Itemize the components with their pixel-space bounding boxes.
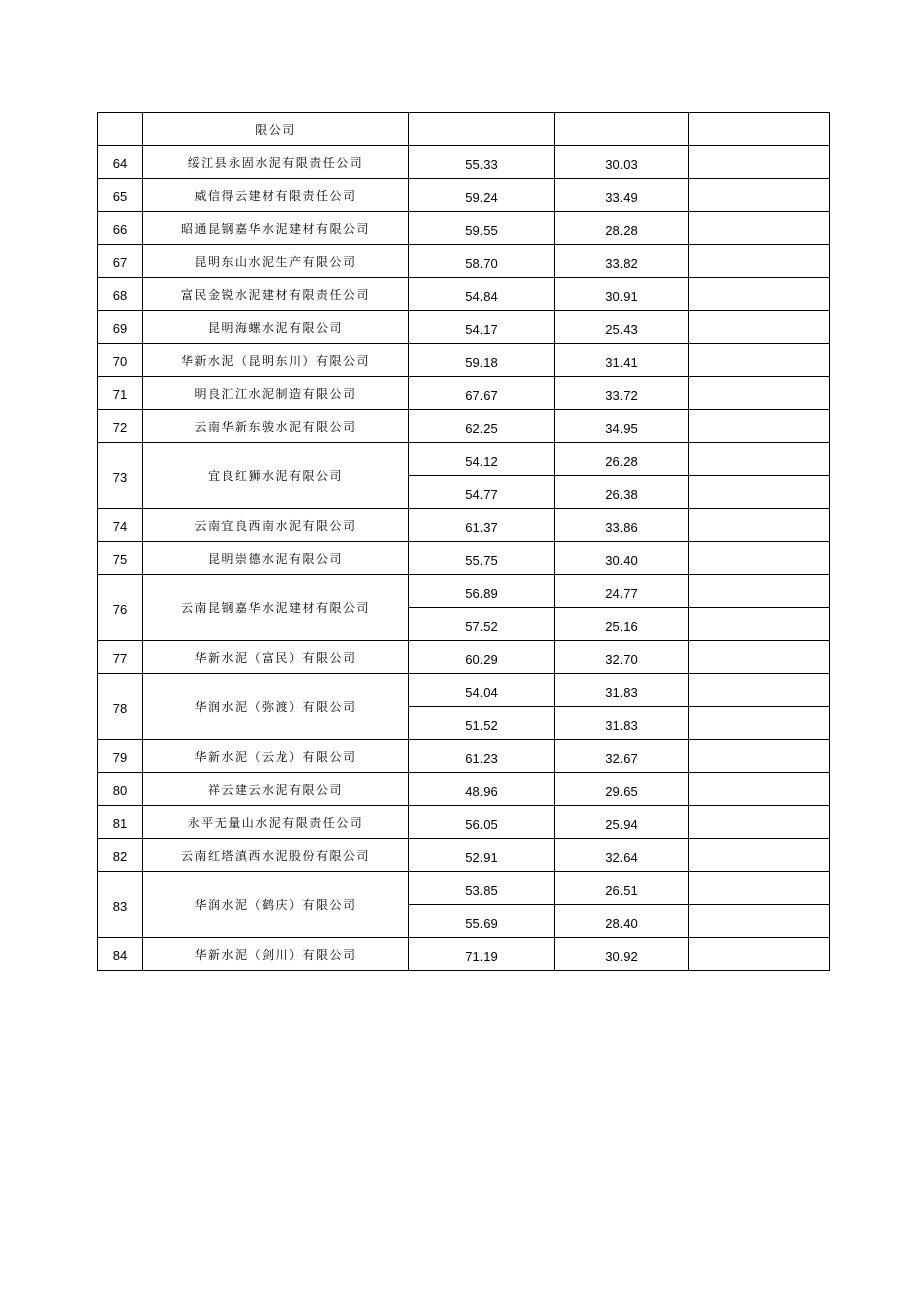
blank-cell [689,608,830,641]
value-b-cell [555,113,689,146]
value-b-cell: 26.28 [555,443,689,476]
value-a-cell: 48.96 [409,773,555,806]
value-a-cell: 52.91 [409,839,555,872]
value-a-cell: 54.84 [409,278,555,311]
company-name: 永平无量山水泥有限责任公司 [143,806,409,839]
company-name: 威信得云建材有限责任公司 [143,179,409,212]
company-name: 华新水泥（云龙）有限公司 [143,740,409,773]
value-b-cell: 24.77 [555,575,689,608]
value-b-cell: 25.16 [555,608,689,641]
value-b-cell: 28.28 [555,212,689,245]
blank-cell [689,146,830,179]
value-a-cell: 60.29 [409,641,555,674]
row-index: 74 [98,509,143,542]
value-b-cell: 31.41 [555,344,689,377]
value-a-cell: 56.89 [409,575,555,608]
value-a-cell: 71.19 [409,938,555,971]
blank-cell [689,179,830,212]
value-a-cell: 54.12 [409,443,555,476]
table-row [98,938,830,971]
table-row [98,575,830,608]
value-a-cell: 55.33 [409,146,555,179]
value-a-cell: 67.67 [409,377,555,410]
value-b-cell: 32.70 [555,641,689,674]
value-a-cell: 54.04 [409,674,555,707]
blank-cell [689,575,830,608]
table-row [98,212,830,245]
blank-cell [689,443,830,476]
value-b-cell: 32.67 [555,740,689,773]
row-index: 70 [98,344,143,377]
row-index: 69 [98,311,143,344]
company-name: 华润水泥（鹤庆）有限公司 [143,872,409,938]
company-name: 华新水泥（剑川）有限公司 [143,938,409,971]
row-index: 76 [98,575,143,641]
company-name: 昆明崇德水泥有限公司 [143,542,409,575]
table-row [98,245,830,278]
value-b-cell: 34.95 [555,410,689,443]
value-a-cell: 59.55 [409,212,555,245]
row-index: 71 [98,377,143,410]
value-b-cell: 28.40 [555,905,689,938]
table-row [98,443,830,476]
value-b-cell: 33.49 [555,179,689,212]
blank-cell [689,212,830,245]
value-b-cell: 26.38 [555,476,689,509]
table-row [98,377,830,410]
blank-cell [689,113,830,146]
row-index: 66 [98,212,143,245]
value-a-cell [409,113,555,146]
table-row [98,278,830,311]
table-row [98,641,830,674]
table-row [98,311,830,344]
value-a-cell: 62.25 [409,410,555,443]
table-row [98,839,830,872]
blank-cell [689,905,830,938]
blank-cell [689,542,830,575]
row-index: 81 [98,806,143,839]
table-row [98,542,830,575]
table-row [98,344,830,377]
blank-cell [689,509,830,542]
value-a-cell: 61.23 [409,740,555,773]
row-index: 82 [98,839,143,872]
blank-cell [689,476,830,509]
company-name: 宜良红狮水泥有限公司 [143,443,409,509]
value-b-cell: 25.43 [555,311,689,344]
blank-cell [689,938,830,971]
data-table [97,112,830,971]
value-b-cell: 30.91 [555,278,689,311]
blank-cell [689,344,830,377]
value-b-cell: 32.64 [555,839,689,872]
row-index: 77 [98,641,143,674]
value-a-cell: 56.05 [409,806,555,839]
blank-cell [689,245,830,278]
row-index: 73 [98,443,143,509]
row-index: 83 [98,872,143,938]
value-a-cell: 57.52 [409,608,555,641]
company-name: 华新水泥（富民）有限公司 [143,641,409,674]
value-a-cell: 59.24 [409,179,555,212]
value-b-cell: 33.86 [555,509,689,542]
row-index [98,113,143,146]
row-index: 67 [98,245,143,278]
row-index: 80 [98,773,143,806]
blank-cell [689,773,830,806]
row-index: 78 [98,674,143,740]
table-body [98,113,830,971]
company-name: 云南华新东骏水泥有限公司 [143,410,409,443]
value-a-cell: 53.85 [409,872,555,905]
value-a-cell: 54.77 [409,476,555,509]
company-name: 昆明海螺水泥有限公司 [143,311,409,344]
company-name: 祥云建云水泥有限公司 [143,773,409,806]
value-b-cell: 26.51 [555,872,689,905]
blank-cell [689,740,830,773]
value-b-cell: 30.40 [555,542,689,575]
company-name: 富民金锐水泥建材有限责任公司 [143,278,409,311]
table-row [98,410,830,443]
value-a-cell: 61.37 [409,509,555,542]
company-name: 昆明东山水泥生产有限公司 [143,245,409,278]
value-b-cell: 30.03 [555,146,689,179]
blank-cell [689,872,830,905]
company-name: 云南昆钢嘉华水泥建材有限公司 [143,575,409,641]
table-row [98,113,830,146]
blank-cell [689,674,830,707]
company-name: 华润水泥（弥渡）有限公司 [143,674,409,740]
value-b-cell: 33.82 [555,245,689,278]
value-a-cell: 54.17 [409,311,555,344]
row-index: 64 [98,146,143,179]
blank-cell [689,839,830,872]
company-name: 绥江县永固水泥有限责任公司 [143,146,409,179]
value-a-cell: 55.75 [409,542,555,575]
blank-cell [689,377,830,410]
table-row [98,509,830,542]
company-name: 限公司 [143,113,409,146]
value-b-cell: 25.94 [555,806,689,839]
value-b-cell: 33.72 [555,377,689,410]
table-row [98,179,830,212]
table-row [98,740,830,773]
blank-cell [689,707,830,740]
company-name: 明良汇江水泥制造有限公司 [143,377,409,410]
company-name: 云南宜良西南水泥有限公司 [143,509,409,542]
value-b-cell: 30.92 [555,938,689,971]
table-row [98,773,830,806]
table-row [98,146,830,179]
blank-cell [689,806,830,839]
table-row [98,806,830,839]
blank-cell [689,410,830,443]
value-b-cell: 29.65 [555,773,689,806]
row-index: 72 [98,410,143,443]
value-a-cell: 55.69 [409,905,555,938]
company-name: 云南红塔滇西水泥股份有限公司 [143,839,409,872]
company-name: 华新水泥（昆明东川）有限公司 [143,344,409,377]
row-index: 79 [98,740,143,773]
value-a-cell: 59.18 [409,344,555,377]
company-name: 昭通昆钢嘉华水泥建材有限公司 [143,212,409,245]
table-row [98,872,830,905]
value-a-cell: 58.70 [409,245,555,278]
blank-cell [689,311,830,344]
blank-cell [689,278,830,311]
value-b-cell: 31.83 [555,674,689,707]
table-row [98,674,830,707]
row-index: 68 [98,278,143,311]
value-a-cell: 51.52 [409,707,555,740]
row-index: 75 [98,542,143,575]
blank-cell [689,641,830,674]
value-b-cell: 31.83 [555,707,689,740]
row-index: 65 [98,179,143,212]
row-index: 84 [98,938,143,971]
